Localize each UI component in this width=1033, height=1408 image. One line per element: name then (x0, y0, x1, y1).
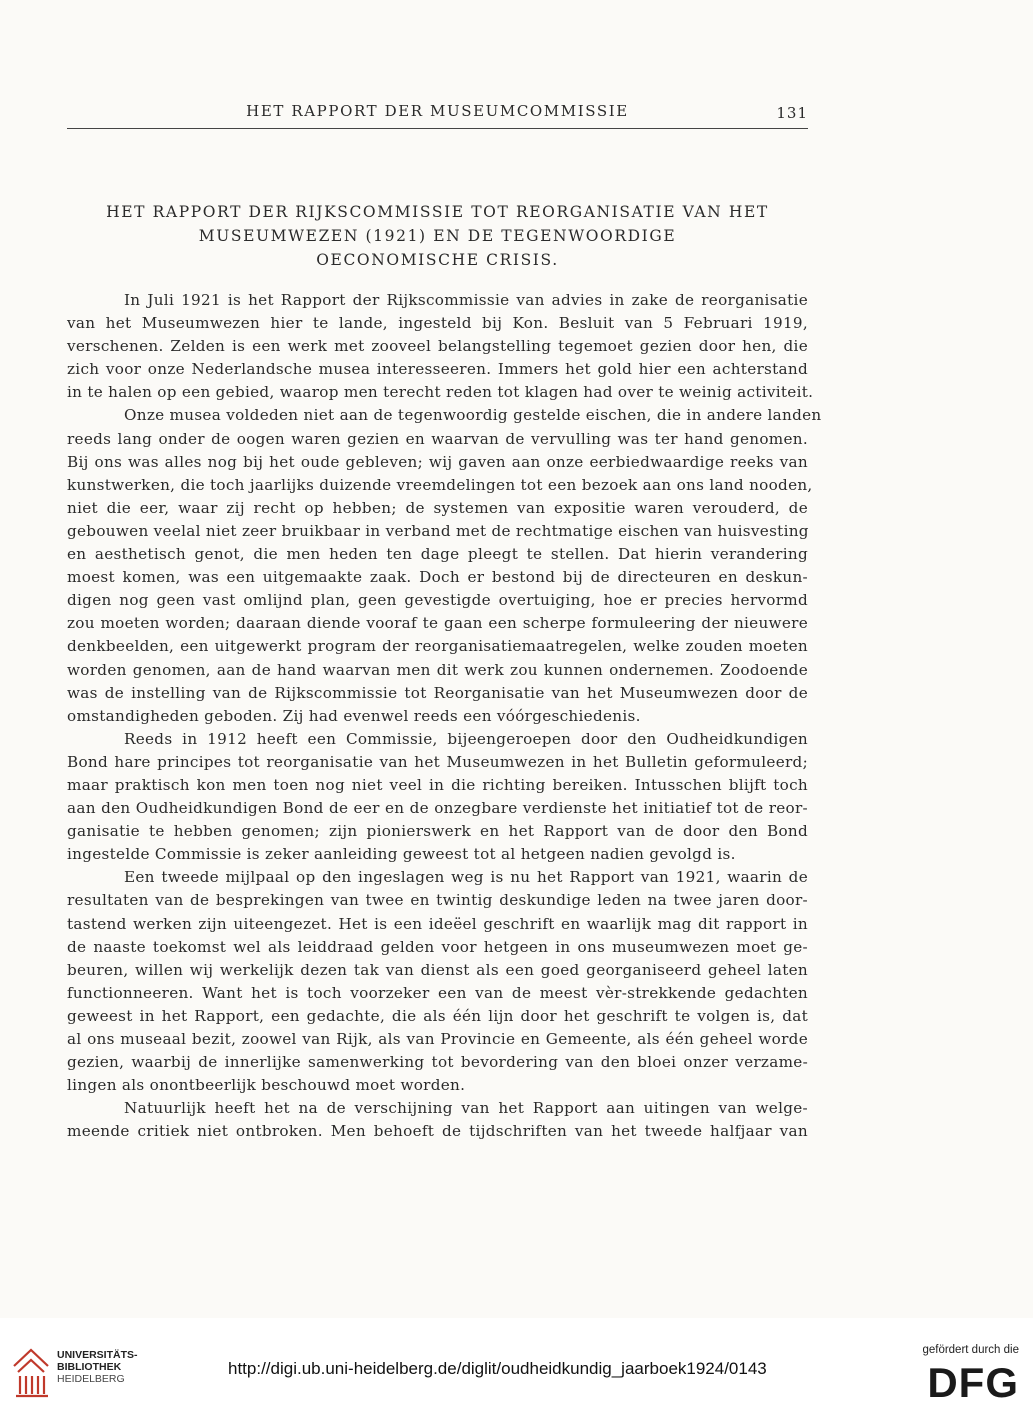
text-line: Een tweede mijlpaal op den ingeslagen weg is nu het Rapport van 1921, waarin de (124, 868, 808, 887)
text-line: omstandigheden geboden. Zij had evenwel reeds een vóórgeschiedenis. (67, 706, 641, 725)
text-line: Reeds in 1912 heeft een Commissie, bijeengeroepen door den Oudheidkundigen (124, 729, 808, 748)
library-line: BIBLIOTHEK (57, 1361, 122, 1373)
permalink-url[interactable]: http://digi.ub.uni-heidelberg.de/diglit/oudheidkundig_jaarboek1924/0143 (228, 1359, 767, 1378)
text-line: ganisatie te hebben genomen; zijn pionierswerk en het Rapport van de door den Bond (67, 822, 808, 841)
text-line: Onze musea voldeden niet aan de tegenwoordig gestelde eischen, die in andere landen (124, 406, 822, 425)
text-line: gezien, waarbij de innerlijke samenwerking tot bevordering van den bloei onzer verzame- (67, 1053, 808, 1072)
library-name[interactable] (57, 1349, 138, 1385)
dfg-logo[interactable]: DFG (927, 1359, 1019, 1406)
viewer-footer (0, 1318, 1033, 1408)
body-text (67, 289, 822, 1143)
text-line: maar praktisch kon men toen nog niet veel in die richting bereiken. Intusschen blijft toch (67, 775, 808, 794)
text-line: resultaten van de besprekingen van twee en twintig deskundige leden na twee jaren door- (67, 891, 808, 910)
text-line: van het Museumwezen hier te lande, ingesteld bij Kon. Besluit van 5 Februari 1919, (67, 314, 808, 333)
text-line: lingen als onontbeerlijk beschouwd moet worden. (67, 1076, 466, 1095)
library-line: UNIVERSITÄTS- (57, 1349, 138, 1361)
text-line: en aesthetisch genot, die men heden ten dage pleegt te stellen. Dat hierin verandering (67, 545, 808, 564)
text-line: reeds lang onder de oogen waren gezien en waarvan de vervulling was ter hand genomen. (67, 429, 808, 448)
text-line: denkbeelden, een uitgewerkt program der reorganisatiemaatregelen, welke zouden moeten (67, 637, 808, 656)
text-line: geweest in het Rapport, een gedachte, die als één lijn door het geschrift te volgen is, dat (67, 1006, 808, 1025)
text-line: kunstwerken, die toch jaarlijks duizende vreemdelingen tot een bezoek aan ons land nooden, (67, 475, 813, 494)
text-line: gebouwen veelal niet zeer bruikbaar in verband met de rechtmatige eischen van huisvesting (67, 521, 809, 540)
text-line: zou moeten worden; daaraan diende vooraf te gaan een scherpe formuleering der nieuwere (67, 614, 808, 633)
text-line: digen nog geen vast omlijnd plan, geen gevestigde overtuiging, hoe er precies hervormd (67, 591, 808, 610)
text-line: ingestelde Commissie is zeker aanleiding geweest tot al hetgeen nadien gevolgd is. (67, 845, 736, 864)
text-line: worden genomen, aan de hand waarvan men dit werk zou kunnen ondernemen. Zoodoende (67, 660, 808, 679)
text-line: moest komen, was een uitgemaakte zaak. Doch er bestond bij de directeuren en deskun- (67, 568, 808, 587)
text-line: functionneeren. Want het is toch voorzeker een van de meest vèr-strekkende gedachten (67, 983, 808, 1002)
text-line: Natuurlijk heeft het na de verschijning van het Rapport aan uitingen van welge- (124, 1099, 808, 1118)
text-line: beuren, willen wij werkelijk dezen tak van dienst als een goed georganiseerd geheel laten (67, 960, 808, 979)
text-line: verschenen. Zelden is een werk met zooveel belangstelling tegemoet gezien door hen, die (67, 337, 808, 356)
text-line: meende critiek niet ontbroken. Men behoeft de tijdschriften van het tweede halfjaar van (67, 1122, 808, 1141)
library-line: HEIDELBERG (57, 1373, 125, 1385)
running-header (67, 100, 808, 129)
university-library-logo-icon[interactable] (12, 1346, 50, 1398)
article-title (67, 200, 808, 272)
dfg-caption: gefördert durch die (922, 1344, 1019, 1356)
text-line: tastend werken zijn uiteengezet. Het is een ideëel geschrift en waarlijk mag dit rapport in (67, 914, 808, 933)
article-title-line: MUSEUMWEZEN (1921) EN DE TEGENWOORDIGE (198, 227, 677, 245)
page-number: 131 (776, 104, 808, 122)
text-line: Bij ons was alles nog bij het oude gebleven; wij gaven aan onze eerbiedwaardige reeks van (67, 452, 808, 471)
text-line: niet die eer, waar zij recht op hebben; de systemen van expositie waren verouderd, de (67, 498, 808, 517)
text-line: de naaste toekomst wel als leiddraad gelden voor hetgeen in ons museumwezen moet ge- (67, 937, 808, 956)
text-line: in te halen op een gebied, waarop men terecht reden tot klagen had over te weinig activiteit. (67, 383, 814, 402)
text-line: zich voor onze Nederlandsche musea interesseeren. Immers het gold hier een achterstand (67, 360, 808, 379)
text-line: Bond hare principes tot reorganisatie van het Museumwezen in het Bulletin geformuleerd; (67, 752, 808, 771)
article-title-line: OECONOMISCHE CRISIS. (316, 251, 559, 269)
running-title: HET RAPPORT DER MUSEUMCOMMISSIE (246, 102, 629, 120)
text-line: In Juli 1921 is het Rapport der Rijkscommissie van advies in zake de reorganisatie (124, 291, 808, 309)
text-line: was de instelling van de Rijkscommissie tot Reorganisatie van het Museumwezen door de (67, 683, 808, 702)
text-line: al ons museaal bezit, zoowel van Rijk, als van Provincie en Gemeente, als één geheel worde (67, 1030, 808, 1048)
text-line: aan den Oudheidkundigen Bond de eer en de onzegbare verdienste het initiatief tot de reor- (67, 799, 808, 818)
article-title-line: HET RAPPORT DER RIJKSCOMMISSIE TOT REORGANISATIE VAN HET (106, 203, 769, 221)
